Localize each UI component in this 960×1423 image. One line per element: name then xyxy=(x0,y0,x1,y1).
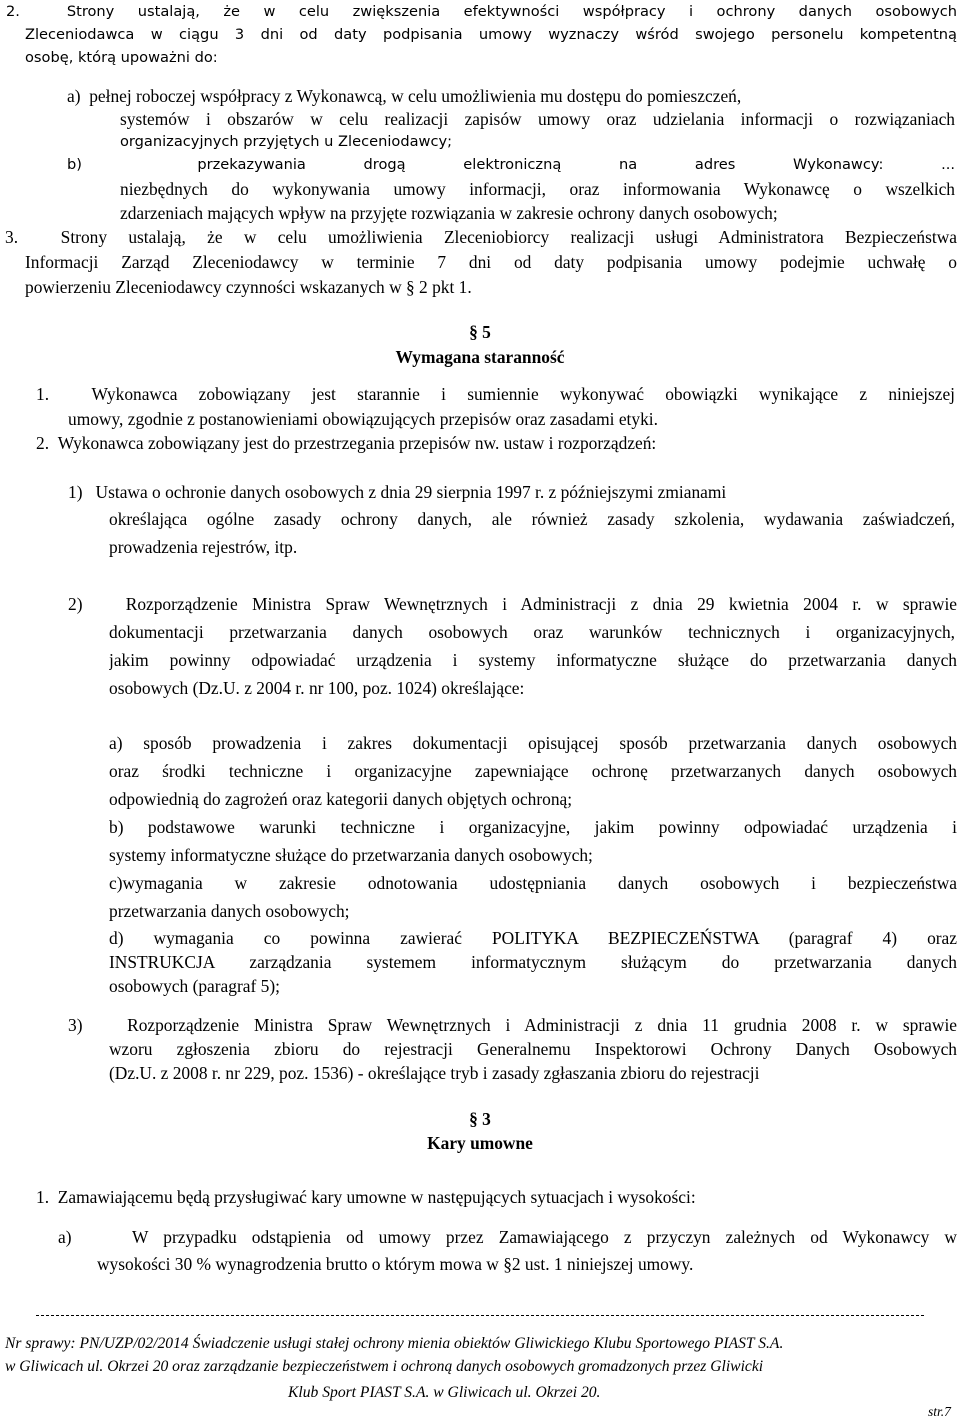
item-b-line-2: niezbędnych do wykonywania umowy informacji, oraz informowania Wykonawcę o wszelkich xyxy=(120,179,955,199)
item-a-line-1: a) pełnej roboczej współpracy z Wykonawcą, w celu umożliwienia mu dostępu do pomieszczeń, xyxy=(67,86,742,106)
para-2-line-2: Zleceniodawca w ciągu 3 dni od daty podpisania umowy wyznaczy wśród swojego personelu kompetentną xyxy=(25,26,957,43)
s5-point-1-line-1: 1. Wykonawca zobowiązany jest starannie i sumiennie wykonywać obowiązki wynikające z niniejszej xyxy=(36,384,955,404)
footer-line-1: Nr sprawy: PN/UZP/02/2014 Świadczenie usługi stałej ochrony mienia obiektów Gliwickiego Klubu Sportowego PIAST S.A. xyxy=(5,1335,784,1352)
page-number: str.7 xyxy=(928,1404,951,1419)
item-b-line-1: b) przekazywania drogą elektroniczną na adres Wykonawcy: ... xyxy=(67,156,955,173)
law-3-line-3: (Dz.U. z 2008 r. nr 229, poz. 1536) - określające tryb i zasady zgłaszania zbioru do rejestracji xyxy=(109,1063,760,1083)
law-1-line-2: określająca ogólne zasady ochrony danych, ale również zasady szkolenia, wydawania zaświadczeń, xyxy=(109,509,955,529)
law-2-line-2: dokumentacji przetwarzania danych osobowych oraz warunków technicznych i organizacyjnych, xyxy=(109,622,955,642)
law-2-a-line-2: oraz środki techniczne i organizacyjne zapewniające ochronę przetwarzanych danych osobowych xyxy=(109,761,957,781)
s3-point-1: 1. Zamawiającemu będą przysługiwać kary umowne w następujących sytuacjach i wysokości: xyxy=(36,1187,696,1207)
law-2-b-line-2: systemy informatyczne służące do przetwarzania danych osobowych; xyxy=(109,845,593,865)
law-2-line-3: jakim powinny odpowiadać urządzenia i systemy informatyczne służące do przetwarzania danych xyxy=(109,650,957,670)
para-2-line-1: 2. Strony ustalają, że w celu zwiększenia efektywności współpracy i ochrony danych osobowych xyxy=(6,3,957,20)
footer-line-2: w Gliwicach ul. Okrzei 20 oraz zarządzanie bezpieczeństwem i ochroną danych osobowych gromadzonych przez Gliwicki xyxy=(5,1358,764,1375)
item-a-line-3: organizacyjnych przyjętych u Zleceniodawcy; xyxy=(120,133,453,150)
section-number-5: § 5 xyxy=(469,322,491,342)
law-2-a-line-1: a) sposób prowadzenia i zakres dokumentacji opisującej sposób przetwarzania danych osobowych xyxy=(109,733,957,753)
law-2-d-line-3: osobowych (paragraf 5); xyxy=(109,976,280,996)
law-2-a-line-3: odpowiednią do zagrożeń oraz kategorii danych objętych ochroną; xyxy=(109,789,573,809)
law-2-line-4: osobowych (Dz.U. z 2004 r. nr 100, poz. 1024) określające: xyxy=(109,678,525,698)
s5-point-1-line-2: umowy, zgodnie z postanowieniami obowiązujących przepisów oraz zasadami etyki. xyxy=(68,409,658,429)
para-2-line-3: osobę, którą upoważni do: xyxy=(25,49,218,66)
s5-point-2: 2. Wykonawca zobowiązany jest do przestrzegania przepisów nw. ustaw i rozporządzeń: xyxy=(36,433,657,453)
footer-line-3: Klub Sport PIAST S.A. w Gliwicach ul. Okrzei 20. xyxy=(288,1384,601,1401)
section-title-3: Kary umowne xyxy=(427,1133,533,1153)
law-2-d-line-1: d) wymagania co powinna zawierać POLITYKA BEZPIECZEŃSTWA (paragraf 4) oraz xyxy=(109,928,957,948)
law-3-line-2: wzoru zgłoszenia zbioru do rejestracji Generalnemu Inspektorowi Ochrony Danych Osobowych xyxy=(109,1039,957,1059)
para-3-line-1: 3. Strony ustalają, że w celu umożliwienia Zleceniobiorcy realizacji usługi Administratora Bezpieczeństwa xyxy=(5,227,957,247)
section-title-5: Wymagana staranność xyxy=(395,347,565,367)
law-2-c-line-2: przetwarzania danych osobowych; xyxy=(109,901,350,921)
para-3-line-3: powierzeniu Zleceniodawcy czynności wskazanych w § 2 pkt 1. xyxy=(25,277,472,297)
law-1-line-1: 1) Ustawa o ochronie danych osobowych z dnia 29 sierpnia 1997 r. z późniejszymi zmianami xyxy=(68,482,727,502)
footer-separator xyxy=(36,1315,924,1316)
law-2-c-line-1: c)wymagania w zakresie odnotowania udostępniania danych osobowych i bezpieczeństwa xyxy=(109,873,957,893)
law-2-d-line-2: INSTRUKCJA zarządzania systemem informatycznym służącym do przetwarzania danych xyxy=(109,952,957,972)
section-number-3: § 3 xyxy=(469,1109,491,1129)
para-3-line-2: Informacji Zarząd Zleceniodawcy w terminie 7 dni od daty podpisania umowy podejmie uchwałę o xyxy=(25,252,957,272)
item-b-line-3: zdarzeniach mających wpływ na przyjęte rozwiązania w zakresie ochrony danych osobowych; xyxy=(120,203,778,223)
law-3-line-1: 3) Rozporządzenie Ministra Spraw Wewnętrznych i Administracji z dnia 11 grudnia 2008 r. w sprawie xyxy=(68,1015,957,1035)
law-2-line-1: 2) Rozporządzenie Ministra Spraw Wewnętrznych i Administracji z dnia 29 kwietnia 2004 r. w sprawie xyxy=(68,594,957,614)
law-1-line-3: prowadzenia rejestrów, itp. xyxy=(109,537,298,557)
s3-point-1-a-line-1: a) W przypadku odstąpienia od umowy przez Zamawiającego z przyczyn zależnych od Wykonawcy w xyxy=(58,1227,957,1247)
law-2-b-line-1: b) podstawowe warunki techniczne i organizacyjne, jakim powinny odpowiadać urządzenia i xyxy=(109,817,957,837)
s3-point-1-a-line-2: wysokości 30 % wynagrodzenia brutto o którym mowa w §2 ust. 1 niniejszej umowy. xyxy=(97,1254,694,1274)
item-a-line-2: systemów i obszarów w celu realizacji zapisów umowy oraz udzielania informacji o rozwiązaniach xyxy=(120,109,955,129)
